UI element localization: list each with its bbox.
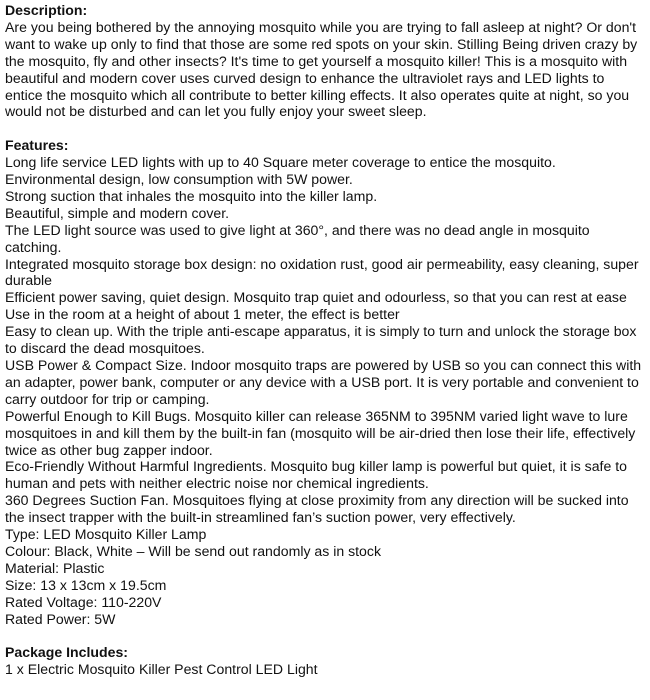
description-text: Are you being bothered by the annoying mosquito while you are trying to fall asleep at night? Or don't want to wake up only to find that those are some red spots on your skin. Stilling Being driven crazy by the mosquito, fly and other insects? It's time to get yourself a mosquito killer! This is a mosquito with beautiful and modern cover uses curved design to enhance the ultraviolet rays and LED lights to entice the mosquito which all contribute to better killing effects. It also operates quite at night, so you would not be disturbed and can let you fully enjoy your sweet sleep. [5, 18, 638, 120]
feature-item: Use in the room at a height of about 1 meter, the effect is better [5, 306, 400, 323]
section-gap [5, 120, 644, 137]
spec-material: Material: Plastic [5, 559, 105, 576]
feature-item: Environmental design, low consumption with 5W power. [5, 171, 353, 188]
spec-size: Size: 13 x 13cm x 19.5cm [5, 576, 167, 593]
feature-item: Easy to clean up. With the triple anti-escape apparatus, it is simply to turn and unlock the storage box to discard the dead mosquitoes. [5, 323, 637, 357]
spec-colour: Colour: Black, White – Will be send out randomly as in stock [5, 542, 381, 559]
description-heading: Description: [5, 2, 88, 18]
spec-rated-power: Rated Power: 5W [5, 610, 116, 627]
features-heading: Features: [5, 137, 69, 154]
spec-type: Type: LED Mosquito Killer Lamp [5, 526, 207, 543]
feature-item: Strong suction that inhales the mosquito into the killer lamp. [5, 187, 378, 204]
feature-item: Efficient power saving, quiet design. Mosquito trap quiet and odourless, so that you can rest at ease [5, 289, 627, 306]
feature-item: Powerful Enough to Kill Bugs. Mosquito killer can release 365NM to 395NM varied light wave to lure mosquitoes in and kill them by the built-in fan (mosquito will be air-dried then lose their life, effectively twice as other bug zapper indoor. [5, 407, 636, 458]
feature-item: USB Power & Compact Size. Indoor mosquito traps are powered by USB so you can connect this with an adapter, power bank, computer or any device with a USB port. It is very portable and convenient to carry outdoor for trip or camping. [5, 357, 642, 407]
feature-item: Integrated mosquito storage box design: no oxidation rust, good air permeability, easy cleaning, super durable [5, 255, 639, 289]
feature-item: The LED light source was used to give light at 360°, and there was no dead angle in mosquito catching. [5, 221, 590, 255]
package-heading: Package Includes: [5, 644, 128, 661]
feature-item: 360 Degrees Suction Fan. Mosquitoes flying at close proximity from any direction will be sucked into the insect trapper with the built-in streamlined fan’s suction power, very effectively. [5, 492, 629, 526]
feature-item: Long life service LED lights with up to 40 Square meter coverage to entice the mosquito. [5, 154, 556, 171]
package-item: 1 x Electric Mosquito Killer Pest Control LED Light [5, 661, 318, 678]
section-gap [5, 628, 644, 645]
feature-item: Eco-Friendly Without Harmful Ingredients. Mosquito bug killer lamp is powerful but quiet, it is safe to human and pets with neither electric noise nor chemical ingredients. [5, 458, 627, 492]
feature-item: Beautiful, simple and modern cover. [5, 204, 230, 221]
spec-rated-voltage: Rated Voltage: 110-220V [5, 593, 162, 610]
